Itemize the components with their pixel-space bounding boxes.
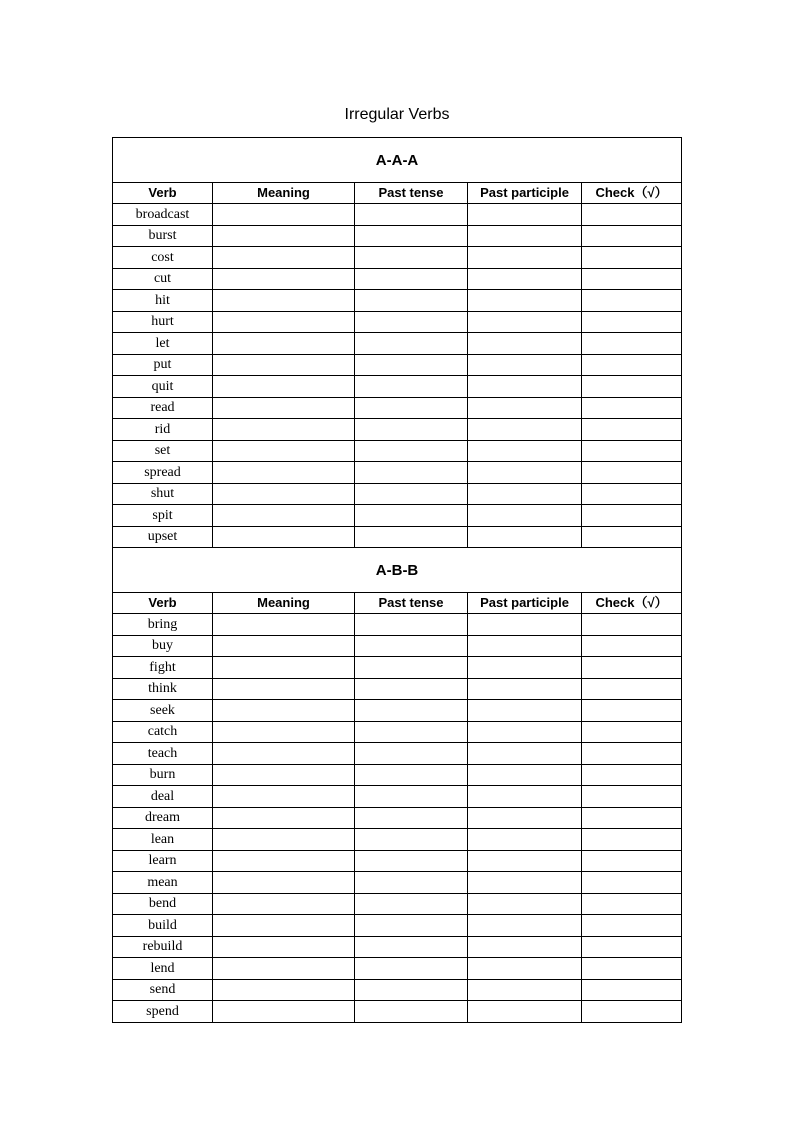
past-participle-cell[interactable] — [468, 614, 582, 636]
table-row — [113, 829, 682, 851]
past-tense-cell[interactable] — [355, 850, 468, 872]
check-cell[interactable] — [582, 635, 682, 657]
table-row — [113, 204, 682, 226]
meaning-cell[interactable] — [213, 635, 355, 657]
verb-cell: hit — [113, 290, 213, 312]
table-row — [113, 807, 682, 829]
verb-cell: spend — [113, 1001, 213, 1023]
meaning-cell[interactable] — [213, 764, 355, 786]
meaning-cell[interactable] — [213, 786, 355, 808]
check-cell[interactable] — [582, 786, 682, 808]
verb-cell: think — [113, 678, 213, 700]
verb-cell: fight — [113, 657, 213, 679]
verb-cell: hurt — [113, 311, 213, 333]
column-header: Past participle — [468, 592, 582, 614]
past-participle-cell[interactable] — [468, 526, 582, 548]
past-participle-cell[interactable] — [468, 764, 582, 786]
past-participle-cell[interactable] — [468, 483, 582, 505]
check-cell[interactable] — [582, 225, 682, 247]
verb-cell: lean — [113, 829, 213, 851]
check-cell[interactable] — [582, 614, 682, 636]
check-cell[interactable] — [582, 311, 682, 333]
meaning-cell[interactable] — [213, 290, 355, 312]
meaning-cell[interactable] — [213, 440, 355, 462]
column-header: Past tense — [355, 592, 468, 614]
check-cell[interactable] — [582, 721, 682, 743]
past-tense-cell[interactable] — [355, 1001, 468, 1023]
table-row — [113, 872, 682, 894]
meaning-cell[interactable] — [213, 915, 355, 937]
table-row — [113, 376, 682, 398]
past-participle-cell[interactable] — [468, 354, 582, 376]
table-row — [113, 958, 682, 980]
column-header-row — [113, 182, 682, 204]
verb-cell: seek — [113, 700, 213, 722]
meaning-cell[interactable] — [213, 376, 355, 398]
check-cell[interactable] — [582, 936, 682, 958]
verb-cell: spit — [113, 505, 213, 527]
column-header: Check（√） — [582, 592, 682, 614]
column-header: Verb — [113, 592, 213, 614]
table-row — [113, 483, 682, 505]
past-participle-cell[interactable] — [468, 247, 582, 269]
meaning-cell[interactable] — [213, 225, 355, 247]
table-row — [113, 893, 682, 915]
verbs-table — [112, 137, 682, 1023]
section-title-row — [113, 548, 682, 593]
past-tense-cell[interactable] — [355, 505, 468, 527]
past-participle-cell[interactable] — [468, 397, 582, 419]
past-participle-cell[interactable] — [468, 979, 582, 1001]
past-participle-cell[interactable] — [468, 829, 582, 851]
verb-cell: read — [113, 397, 213, 419]
meaning-cell[interactable] — [213, 333, 355, 355]
check-cell[interactable] — [582, 354, 682, 376]
verb-cell: bring — [113, 614, 213, 636]
verb-cell: catch — [113, 721, 213, 743]
table-row — [113, 311, 682, 333]
verb-cell: set — [113, 440, 213, 462]
past-tense-cell[interactable] — [355, 635, 468, 657]
meaning-cell[interactable] — [213, 872, 355, 894]
section-title: A-A-A — [113, 138, 682, 183]
check-cell[interactable] — [582, 440, 682, 462]
past-participle-cell[interactable] — [468, 893, 582, 915]
check-cell[interactable] — [582, 204, 682, 226]
check-cell[interactable] — [582, 247, 682, 269]
table-row — [113, 764, 682, 786]
past-tense-cell[interactable] — [355, 743, 468, 765]
verb-cell: put — [113, 354, 213, 376]
past-participle-cell[interactable] — [468, 678, 582, 700]
table-row — [113, 333, 682, 355]
check-cell[interactable] — [582, 268, 682, 290]
column-header: Verb — [113, 182, 213, 204]
table-row — [113, 635, 682, 657]
past-tense-cell[interactable] — [355, 807, 468, 829]
page-title: Irregular Verbs — [344, 106, 450, 123]
check-cell[interactable] — [582, 526, 682, 548]
meaning-cell[interactable] — [213, 204, 355, 226]
check-cell[interactable] — [582, 1001, 682, 1023]
past-participle-cell[interactable] — [468, 333, 582, 355]
section-title-row — [113, 138, 682, 183]
past-tense-cell[interactable] — [355, 700, 468, 722]
meaning-cell[interactable] — [213, 678, 355, 700]
verb-cell: buy — [113, 635, 213, 657]
check-cell[interactable] — [582, 333, 682, 355]
check-cell[interactable] — [582, 893, 682, 915]
table-row — [113, 678, 682, 700]
check-cell[interactable] — [582, 505, 682, 527]
meaning-cell[interactable] — [213, 505, 355, 527]
column-header-row — [113, 592, 682, 614]
meaning-cell[interactable] — [213, 483, 355, 505]
column-header: Check（√） — [582, 182, 682, 204]
verb-cell: rid — [113, 419, 213, 441]
past-participle-cell[interactable] — [468, 936, 582, 958]
section-title: A-B-B — [113, 548, 682, 593]
past-tense-cell[interactable] — [355, 333, 468, 355]
check-cell[interactable] — [582, 807, 682, 829]
table-row — [113, 526, 682, 548]
table-row — [113, 721, 682, 743]
past-participle-cell[interactable] — [468, 721, 582, 743]
past-tense-cell[interactable] — [355, 440, 468, 462]
verb-cell: deal — [113, 786, 213, 808]
past-participle-cell[interactable] — [468, 225, 582, 247]
past-participle-cell[interactable] — [468, 419, 582, 441]
meaning-cell[interactable] — [213, 1001, 355, 1023]
past-tense-cell[interactable] — [355, 829, 468, 851]
past-participle-cell[interactable] — [468, 204, 582, 226]
check-cell[interactable] — [582, 290, 682, 312]
table-row — [113, 268, 682, 290]
past-participle-cell[interactable] — [468, 657, 582, 679]
check-cell[interactable] — [582, 979, 682, 1001]
past-tense-cell[interactable] — [355, 893, 468, 915]
check-cell[interactable] — [582, 419, 682, 441]
past-tense-cell[interactable] — [355, 397, 468, 419]
past-tense-cell[interactable] — [355, 657, 468, 679]
past-tense-cell[interactable] — [355, 936, 468, 958]
verb-cell: burst — [113, 225, 213, 247]
past-tense-cell[interactable] — [355, 678, 468, 700]
column-header: Meaning — [213, 182, 355, 204]
past-tense-cell[interactable] — [355, 204, 468, 226]
past-tense-cell[interactable] — [355, 376, 468, 398]
check-cell[interactable] — [582, 483, 682, 505]
meaning-cell[interactable] — [213, 462, 355, 484]
table-row — [113, 614, 682, 636]
past-participle-cell[interactable] — [468, 440, 582, 462]
past-tense-cell[interactable] — [355, 958, 468, 980]
past-tense-cell[interactable] — [355, 764, 468, 786]
check-cell[interactable] — [582, 915, 682, 937]
past-tense-cell[interactable] — [355, 786, 468, 808]
check-cell[interactable] — [582, 829, 682, 851]
verb-cell: cut — [113, 268, 213, 290]
column-header: Meaning — [213, 592, 355, 614]
meaning-cell[interactable] — [213, 614, 355, 636]
table-row — [113, 397, 682, 419]
table-row — [113, 1001, 682, 1023]
table-row — [113, 462, 682, 484]
past-tense-cell[interactable] — [355, 354, 468, 376]
meaning-cell[interactable] — [213, 268, 355, 290]
past-tense-cell[interactable] — [355, 979, 468, 1001]
past-tense-cell[interactable] — [355, 526, 468, 548]
past-tense-cell[interactable] — [355, 419, 468, 441]
meaning-cell[interactable] — [213, 247, 355, 269]
verb-cell: mean — [113, 872, 213, 894]
meaning-cell[interactable] — [213, 657, 355, 679]
verb-cell: let — [113, 333, 213, 355]
check-cell[interactable] — [582, 700, 682, 722]
verb-cell: rebuild — [113, 936, 213, 958]
verb-cell: broadcast — [113, 204, 213, 226]
verb-cell: send — [113, 979, 213, 1001]
check-cell[interactable] — [582, 872, 682, 894]
table-row — [113, 657, 682, 679]
table-row — [113, 354, 682, 376]
table-row — [113, 440, 682, 462]
table-row — [113, 915, 682, 937]
verb-cell: learn — [113, 850, 213, 872]
check-cell[interactable] — [582, 743, 682, 765]
past-tense-cell[interactable] — [355, 872, 468, 894]
verb-cell: lend — [113, 958, 213, 980]
past-participle-cell[interactable] — [468, 807, 582, 829]
check-cell[interactable] — [582, 764, 682, 786]
verb-cell: shut — [113, 483, 213, 505]
verb-cell: build — [113, 915, 213, 937]
past-tense-cell[interactable] — [355, 290, 468, 312]
meaning-cell[interactable] — [213, 958, 355, 980]
table-row — [113, 743, 682, 765]
table-row — [113, 419, 682, 441]
table-row — [113, 979, 682, 1001]
table-row — [113, 290, 682, 312]
past-participle-cell[interactable] — [468, 700, 582, 722]
meaning-cell[interactable] — [213, 829, 355, 851]
past-participle-cell[interactable] — [468, 635, 582, 657]
meaning-cell[interactable] — [213, 807, 355, 829]
past-participle-cell[interactable] — [468, 1001, 582, 1023]
past-tense-cell[interactable] — [355, 483, 468, 505]
meaning-cell[interactable] — [213, 311, 355, 333]
table-row — [113, 786, 682, 808]
past-participle-cell[interactable] — [468, 786, 582, 808]
check-cell[interactable] — [582, 462, 682, 484]
table-row — [113, 936, 682, 958]
past-participle-cell[interactable] — [468, 915, 582, 937]
past-participle-cell[interactable] — [468, 311, 582, 333]
past-tense-cell[interactable] — [355, 614, 468, 636]
past-tense-cell[interactable] — [355, 247, 468, 269]
verb-cell: teach — [113, 743, 213, 765]
meaning-cell[interactable] — [213, 700, 355, 722]
verb-cell: burn — [113, 764, 213, 786]
table-row — [113, 247, 682, 269]
check-cell[interactable] — [582, 657, 682, 679]
verb-cell: upset — [113, 526, 213, 548]
meaning-cell[interactable] — [213, 979, 355, 1001]
past-participle-cell[interactable] — [468, 958, 582, 980]
meaning-cell[interactable] — [213, 419, 355, 441]
meaning-cell[interactable] — [213, 721, 355, 743]
table-row — [113, 225, 682, 247]
check-cell[interactable] — [582, 397, 682, 419]
past-participle-cell[interactable] — [468, 290, 582, 312]
table-row — [113, 850, 682, 872]
past-participle-cell[interactable] — [468, 850, 582, 872]
table-row — [113, 700, 682, 722]
past-tense-cell[interactable] — [355, 268, 468, 290]
check-cell[interactable] — [582, 376, 682, 398]
column-header: Past participle — [468, 182, 582, 204]
past-tense-cell[interactable] — [355, 721, 468, 743]
meaning-cell[interactable] — [213, 936, 355, 958]
past-participle-cell[interactable] — [468, 268, 582, 290]
past-participle-cell[interactable] — [468, 462, 582, 484]
verb-cell: cost — [113, 247, 213, 269]
meaning-cell[interactable] — [213, 893, 355, 915]
past-tense-cell[interactable] — [355, 915, 468, 937]
table-row — [113, 505, 682, 527]
meaning-cell[interactable] — [213, 850, 355, 872]
past-participle-cell[interactable] — [468, 376, 582, 398]
past-participle-cell[interactable] — [468, 872, 582, 894]
verbs-table-body — [113, 138, 682, 1023]
verb-cell: spread — [113, 462, 213, 484]
check-cell[interactable] — [582, 678, 682, 700]
meaning-cell[interactable] — [213, 526, 355, 548]
past-tense-cell[interactable] — [355, 225, 468, 247]
meaning-cell[interactable] — [213, 743, 355, 765]
meaning-cell[interactable] — [213, 354, 355, 376]
meaning-cell[interactable] — [213, 397, 355, 419]
column-header: Past tense — [355, 182, 468, 204]
past-tense-cell[interactable] — [355, 311, 468, 333]
check-cell[interactable] — [582, 958, 682, 980]
past-participle-cell[interactable] — [468, 505, 582, 527]
past-tense-cell[interactable] — [355, 462, 468, 484]
verb-cell: dream — [113, 807, 213, 829]
check-cell[interactable] — [582, 850, 682, 872]
verb-cell: quit — [113, 376, 213, 398]
verb-cell: bend — [113, 893, 213, 915]
past-participle-cell[interactable] — [468, 743, 582, 765]
